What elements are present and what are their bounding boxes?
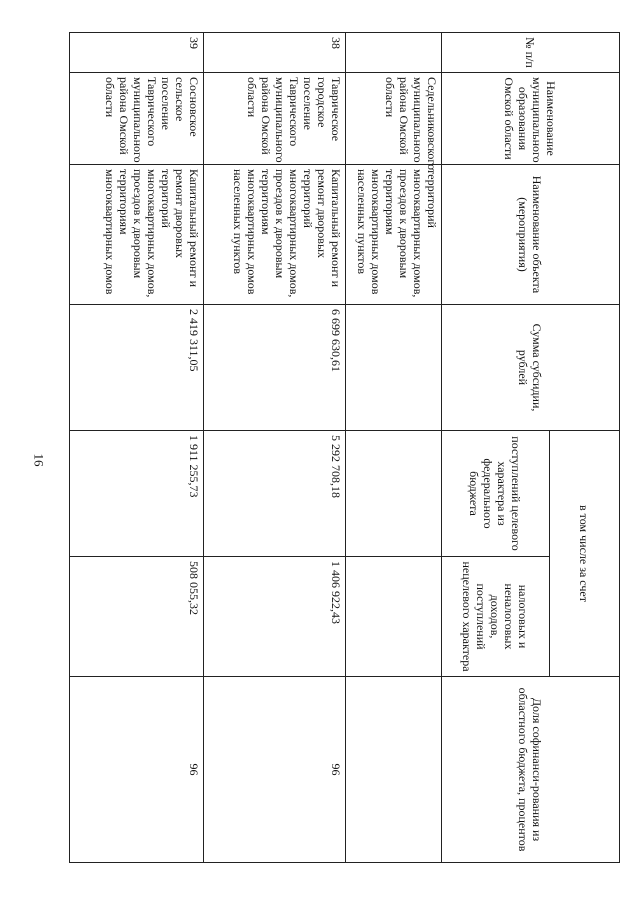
cell-federal [346,431,442,557]
header-municipality: Наименование муниципального образования Омской области [442,73,620,165]
header-regional: налоговых и неналоговых доходов, поступлений нецелевого характера [442,557,550,677]
subsidy-table [69,32,620,863]
cell-municipality: Седельниковского муниципального района Омской области [346,73,442,165]
document-table-wrapper [92,32,620,862]
header-num: № п/п [442,33,620,73]
header-federal: поступлений целевого характера из федерального бюджета [442,431,550,557]
header-object: Наименование объекта (мероприятия) [442,165,620,305]
cell-num: 38 [204,33,346,73]
table-row [70,33,204,863]
header-including: в том числе за счет [550,431,620,677]
cell-share [346,677,442,863]
cell-sum [346,305,442,431]
cell-sum: 6 699 630,61 [204,305,346,431]
cell-object: Капитальный ремонт и ремонт дворовых территорий многоквартирных домов, проездов к дворовым территориям многоквартирных домов [70,165,204,305]
cell-object: Капитальный ремонт и ремонт дворовых территорий многоквартирных домов, проездов к дворовым территориям многоквартирных домов населенных пунктов [204,165,346,305]
cell-regional [346,557,442,677]
cell-num: 39 [70,33,204,73]
cell-federal: 1 911 255,73 [70,431,204,557]
document-table-rotated [92,32,620,862]
cell-sum: 2 419 311,05 [70,305,204,431]
header-share: Доля софинанси-рования из областного бюджета, процентов [442,677,620,863]
cell-regional: 1 406 922,43 [204,557,346,677]
cell-municipality: Сосновское сельское поселение Таврического муниципального района Омской области [70,73,204,165]
cell-municipality: Таврическое городское поселение Таврического муниципального района Омской области [204,73,346,165]
page-number: 16 [31,453,47,467]
table-row [204,33,346,863]
cell-num [346,33,442,73]
cell-object: территорий многоквартирных домов, проездов к дворовым территориям многоквартирных домов населенных пунктов [346,165,442,305]
header-sum: Сумма субсидии, рублей [442,305,620,431]
cell-share: 96 [204,677,346,863]
cell-federal: 5 292 708,18 [204,431,346,557]
table-row [346,33,442,863]
cell-share: 96 [70,677,204,863]
cell-regional: 508 055,32 [70,557,204,677]
